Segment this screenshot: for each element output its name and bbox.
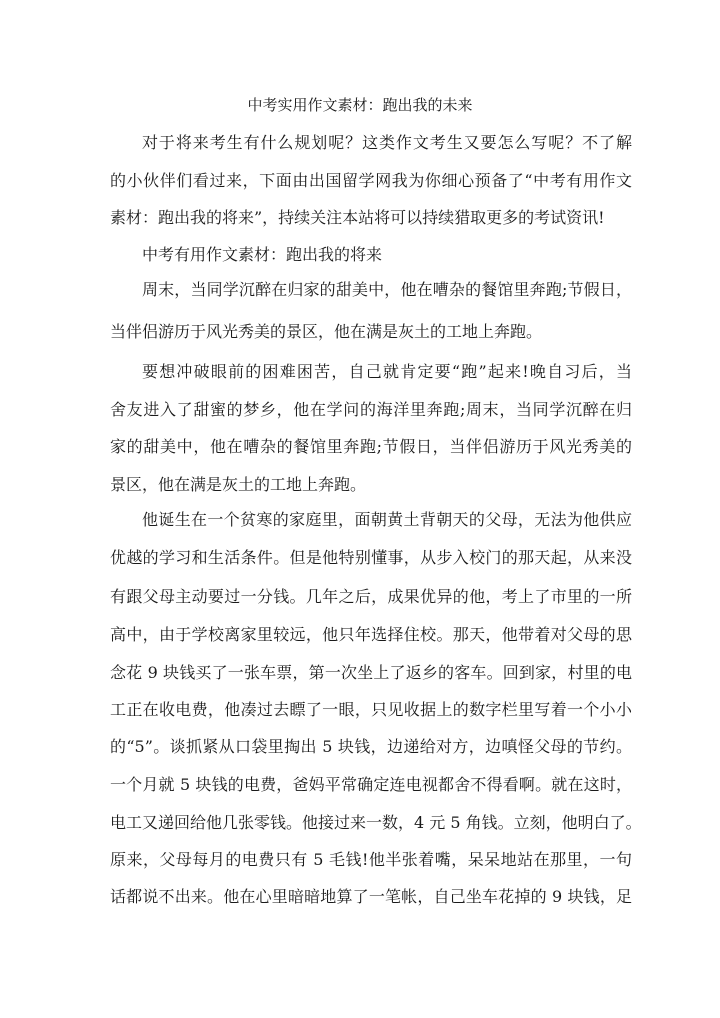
paragraph-line: 要想冲破眼前的困难困苦，自己就肯定要“跑”起来!晚自习后，当 bbox=[142, 362, 632, 381]
paragraph-line: 他诞生在一个贫寒的家庭里，面朝黄土背朝天的父母，无法为他供应 bbox=[142, 510, 632, 529]
paragraph-line: 素材：跑出我的将来”，持续关注本站将可以持续猎取更多的考试资讯! bbox=[110, 208, 605, 227]
paragraph-line: 念花 9 块钱买了一张车票，第一次坐上了返乡的客车。回到家，村里的电 bbox=[110, 663, 632, 682]
paragraph-line: 电工又递回给他几张零钱。他接过来一数，4 元 5 角钱。立刻，他明白了。 bbox=[110, 813, 642, 832]
paragraph-line: 中考有用作文素材：跑出我的将来 bbox=[142, 245, 383, 264]
paragraph-line: 高中，由于学校离家里较远，他只年选择住校。那天，他带着对父母的思 bbox=[110, 625, 632, 644]
paragraph-line: 的“5”。谈抓紧从口袋里掏出 5 块钱，边递给对方，边嗔怪父母的节约。 bbox=[110, 737, 632, 756]
paragraph-line: 对于将来考生有什么规划呢？这类作文考生又要怎么写呢？不了解 bbox=[142, 133, 632, 152]
paragraph-line: 话都说不出来。他在心里暗暗地算了一笔帐，自己坐车花掉的 9 块钱，足 bbox=[110, 887, 632, 906]
document-title: 中考实用作文素材：跑出我的未来 bbox=[247, 96, 473, 114]
paragraph-line: 舍友进入了甜蜜的梦乡，他在学问的海洋里奔跑;周末，当同学沉醉在归 bbox=[110, 400, 632, 419]
paragraph-line: 一个月就 5 块钱的电费，爸妈平常确定连电视都舍不得看啊。就在这时， bbox=[110, 775, 632, 794]
paragraph-line: 景区，他在满是灰土的工地上奔跑。 bbox=[110, 475, 367, 494]
paragraph-line: 工正在收电费，他凑过去瞟了一眼，只见收据上的数字栏里写着一个小小 bbox=[110, 700, 632, 719]
paragraph-line: 当伴侣游历于风光秀美的景区，他在满是灰土的工地上奔跑。 bbox=[110, 322, 543, 341]
paragraph-line: 家的甜美中，他在嘈杂的餐馆里奔跑;节假日，当伴侣游历于风光秀美的 bbox=[110, 437, 632, 456]
paragraph-line: 优越的学习和生活条件。但是他特别懂事，从步入校门的那天起，从来没 bbox=[110, 548, 632, 567]
paragraph-line: 周末，当同学沉醉在归家的甜美中，他在嘈杂的餐馆里奔跑;节假日， bbox=[142, 280, 632, 299]
paragraph-line: 原来，父母每月的电费只有 5 毛钱!他半张着嘴，呆呆地站在那里，一句 bbox=[110, 850, 632, 869]
paragraph-line: 的小伙伴们看过来，下面由出国留学网我为你细心预备了“中考有用作文 bbox=[110, 171, 632, 190]
paragraph-line: 有跟父母主动要过一分钱。几年之后，成果优异的他，考上了市里的一所 bbox=[110, 587, 632, 606]
